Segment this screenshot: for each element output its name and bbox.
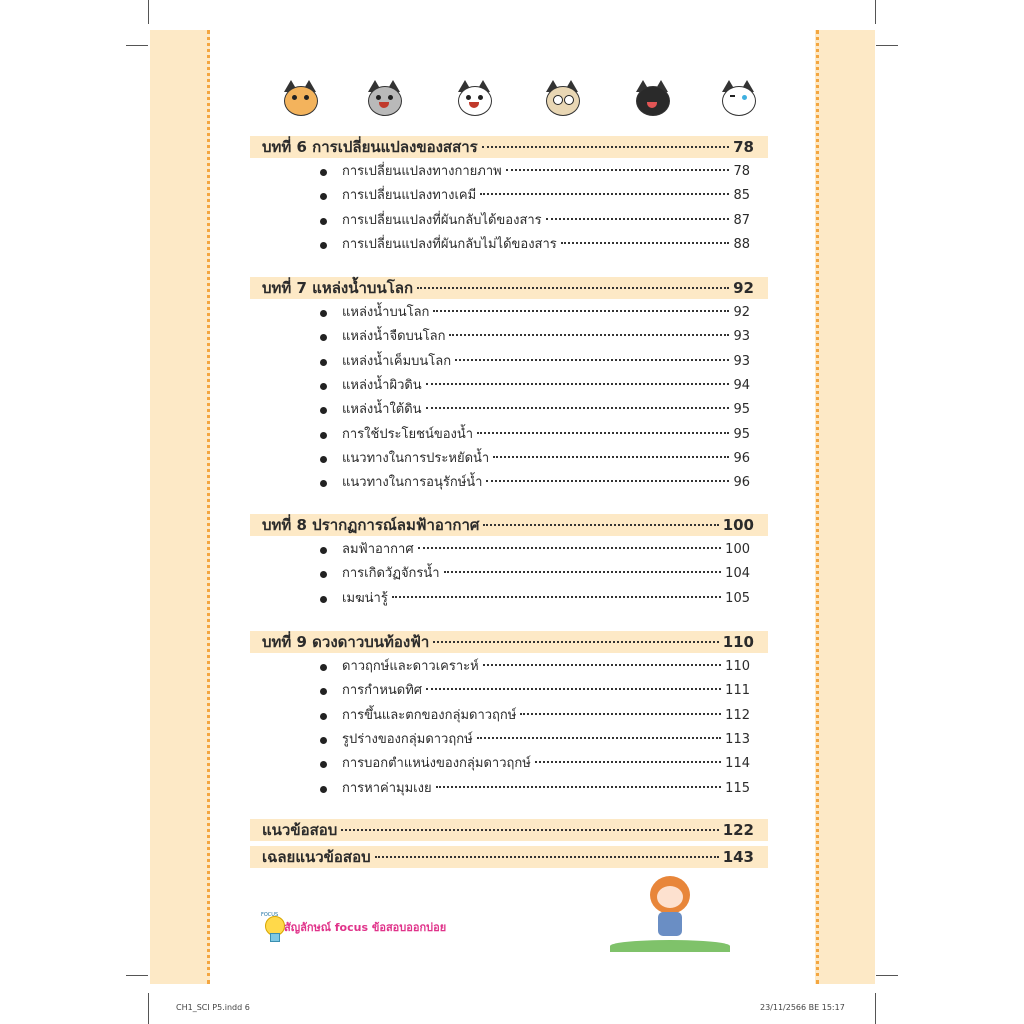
crop-mark (148, 993, 149, 1024)
page-number: 100 (722, 516, 754, 534)
toc-item[interactable] (250, 234, 768, 256)
page-number: 122 (722, 821, 754, 839)
dot-leader (477, 737, 722, 739)
cat-grey-icon (364, 80, 404, 116)
entry-label: การขึ้นและตกของกลุ่มดาวฤกษ์ (342, 707, 517, 723)
cat-orange-icon (280, 80, 320, 116)
dot-leader (506, 169, 730, 171)
toc-item[interactable] (250, 778, 768, 800)
extra-heading[interactable] (250, 846, 768, 868)
toc-item[interactable] (250, 351, 768, 373)
page-number: 112 (725, 707, 750, 723)
toc-item[interactable] (250, 588, 768, 610)
dot-leader (477, 432, 729, 434)
left-dotted-border (207, 30, 210, 984)
dot-leader (392, 596, 721, 598)
right-margin-strip (815, 30, 875, 984)
entry-label: การเปลี่ยนแปลงทางกายภาพ (342, 164, 502, 179)
bullet-icon (320, 737, 327, 744)
toc-item[interactable] (250, 705, 768, 727)
toc-item[interactable] (250, 302, 768, 324)
dot-leader (341, 829, 718, 831)
bullet-icon (320, 242, 327, 249)
bullet-icon (320, 571, 327, 578)
dot-leader (483, 524, 718, 526)
dot-leader (535, 761, 721, 763)
entry-label: ลมฟ้าอากาศ (342, 542, 414, 557)
crop-mark (126, 975, 148, 976)
crop-mark (875, 0, 876, 24)
bullet-icon (320, 193, 327, 200)
dot-leader (375, 856, 719, 858)
bullet-icon (320, 169, 327, 176)
entry-label: การเกิดวัฏจักรน้ำ (342, 566, 440, 582)
dot-leader (546, 218, 730, 220)
toc-item[interactable] (250, 680, 768, 702)
entry-label: แหล่งน้ำจืดบนโลก (342, 329, 446, 345)
dot-leader (493, 456, 729, 458)
dot-leader (520, 713, 721, 715)
toc-item[interactable] (250, 563, 768, 585)
bullet-icon (320, 432, 327, 439)
toc-item[interactable] (250, 472, 768, 494)
entry-label: แหล่งน้ำใต้ดิน (342, 402, 422, 418)
entry-label: การหาค่ามุมเงย (342, 780, 432, 796)
toc-item[interactable] (250, 448, 768, 470)
crop-mark (126, 45, 148, 46)
crop-mark (876, 45, 898, 46)
cat-dizzy-icon (542, 80, 582, 116)
bullet-icon (320, 456, 327, 463)
dot-leader (455, 359, 729, 361)
girl-illustration (610, 872, 730, 952)
dot-leader (480, 193, 729, 195)
page-number: 93 (733, 353, 750, 369)
dot-leader (436, 786, 722, 788)
chapter-heading[interactable] (250, 136, 768, 158)
bullet-icon (320, 218, 327, 225)
entry-label: การเปลี่ยนแปลงทางเคมี (342, 188, 477, 204)
dot-leader (444, 571, 722, 573)
toc-item[interactable] (250, 375, 768, 397)
right-dotted-border (816, 30, 819, 984)
extra-heading[interactable] (250, 819, 768, 841)
crop-mark (148, 0, 149, 24)
bullet-icon (320, 407, 327, 414)
bullet-icon (320, 786, 327, 793)
bullet-icon (320, 359, 327, 366)
bullet-icon (320, 761, 327, 768)
page-number: 95 (733, 426, 750, 442)
entry-label: บทที่ 6 การเปลี่ยนแปลงของสสาร (262, 138, 478, 156)
dot-leader (417, 287, 729, 289)
toc-item[interactable] (250, 399, 768, 421)
entry-label: การบอกตำแหน่งของกลุ่มดาวฤกษ์ (342, 756, 531, 772)
page-number: 104 (725, 566, 750, 582)
cat-white-icon (454, 80, 494, 116)
cat-icons-row (262, 80, 762, 124)
toc-item[interactable] (250, 729, 768, 751)
page-number: 92 (733, 305, 750, 320)
page-number: 105 (725, 590, 750, 606)
toc-item[interactable] (250, 753, 768, 775)
page-number: 111 (725, 683, 750, 699)
page-number: 78 (733, 164, 750, 179)
dot-leader (433, 641, 718, 643)
entry-label: รูปร่างของกลุ่มดาวฤกษ์ (342, 731, 473, 747)
page-number: 87 (733, 212, 750, 228)
dot-leader (449, 334, 729, 336)
page-number: 95 (733, 402, 750, 418)
chapter-heading[interactable] (250, 277, 768, 299)
dot-leader (433, 310, 729, 312)
page-number: 114 (725, 756, 750, 772)
page-number: 85 (733, 188, 750, 204)
cat-wink-icon (718, 80, 758, 116)
toc-item[interactable] (250, 539, 768, 561)
dot-leader (486, 480, 729, 482)
page-number: 93 (733, 329, 750, 345)
page-number: 113 (725, 731, 750, 747)
bulb-tag: FOCUS (261, 912, 279, 918)
entry-label: เฉลยแนวข้อสอบ (262, 848, 371, 866)
entry-label: แนวข้อสอบ (262, 821, 338, 839)
bullet-icon (320, 310, 327, 317)
toc-item[interactable] (250, 185, 768, 207)
bullet-icon (320, 334, 327, 341)
dot-leader (561, 242, 730, 244)
page-number: 115 (725, 780, 750, 796)
page-number: 143 (722, 848, 754, 866)
toc-item[interactable] (250, 161, 768, 183)
left-margin-strip (150, 30, 210, 984)
bulb-icon (263, 912, 285, 942)
entry-label: การใช้ประโยชน์ของน้ำ (342, 426, 474, 442)
bullet-icon (320, 480, 327, 487)
toc-item[interactable] (250, 424, 768, 446)
page-number: 92 (733, 279, 754, 297)
bullet-icon (320, 383, 327, 390)
dot-leader (482, 146, 729, 148)
bullet-icon (320, 688, 327, 695)
entry-label: ดาวฤกษ์และดาวเคราะห์ (342, 659, 479, 674)
entry-label: การกำหนดทิศ (342, 683, 423, 699)
slug-file: CH1_SCI P5.indd 6 (176, 1003, 250, 1012)
crop-mark (875, 993, 876, 1024)
entry-label: แนวทางในการประหยัดน้ำ (342, 450, 490, 466)
entry-label: เมฆน่ารู้ (342, 590, 388, 606)
dot-leader (418, 547, 722, 549)
entry-label: แหล่งน้ำบนโลก (342, 305, 430, 320)
entry-label: แหล่งน้ำเค็มบนโลก (342, 353, 452, 369)
entry-label: บทที่ 9 ดวงดาวบนท้องฟ้า (262, 633, 430, 651)
dot-leader (426, 688, 721, 690)
focus-legend: สัญลักษณ์ focus ข้อสอบออกบ่อย (284, 921, 447, 934)
crop-mark (876, 975, 898, 976)
entry-label: แนวทางในการอนุรักษ์น้ำ (342, 475, 483, 491)
page-number: 78 (733, 138, 754, 156)
dot-leader (483, 664, 721, 666)
page-number: 100 (725, 542, 750, 557)
page-number: 110 (722, 633, 754, 651)
entry-label: บทที่ 7 แหล่งน้ำบนโลก (262, 279, 414, 297)
entry-label: บทที่ 8 ปรากฏการณ์ลมฟ้าอากาศ (262, 516, 480, 534)
entry-label: การเปลี่ยนแปลงที่ผันกลับได้ของสาร (342, 212, 542, 228)
page-number: 94 (733, 377, 750, 393)
bullet-icon (320, 596, 327, 603)
page-number: 96 (733, 475, 750, 491)
bullet-icon (320, 664, 327, 671)
dot-leader (426, 383, 730, 385)
chapter-heading[interactable] (250, 631, 768, 653)
page-number: 110 (725, 659, 750, 674)
page-number: 96 (733, 450, 750, 466)
cat-black-icon (632, 80, 672, 116)
bullet-icon (320, 713, 327, 720)
page-number: 88 (733, 236, 750, 252)
toc-item[interactable] (250, 210, 768, 232)
toc-item[interactable] (250, 326, 768, 348)
entry-label: การเปลี่ยนแปลงที่ผันกลับไม่ได้ของสาร (342, 236, 557, 252)
bullet-icon (320, 547, 327, 554)
dot-leader (426, 407, 730, 409)
entry-label: แหล่งน้ำผิวดิน (342, 377, 422, 393)
chapter-heading[interactable] (250, 514, 768, 536)
slug-datetime: 23/11/2566 BE 15:17 (760, 1003, 845, 1012)
toc-item[interactable] (250, 656, 768, 678)
